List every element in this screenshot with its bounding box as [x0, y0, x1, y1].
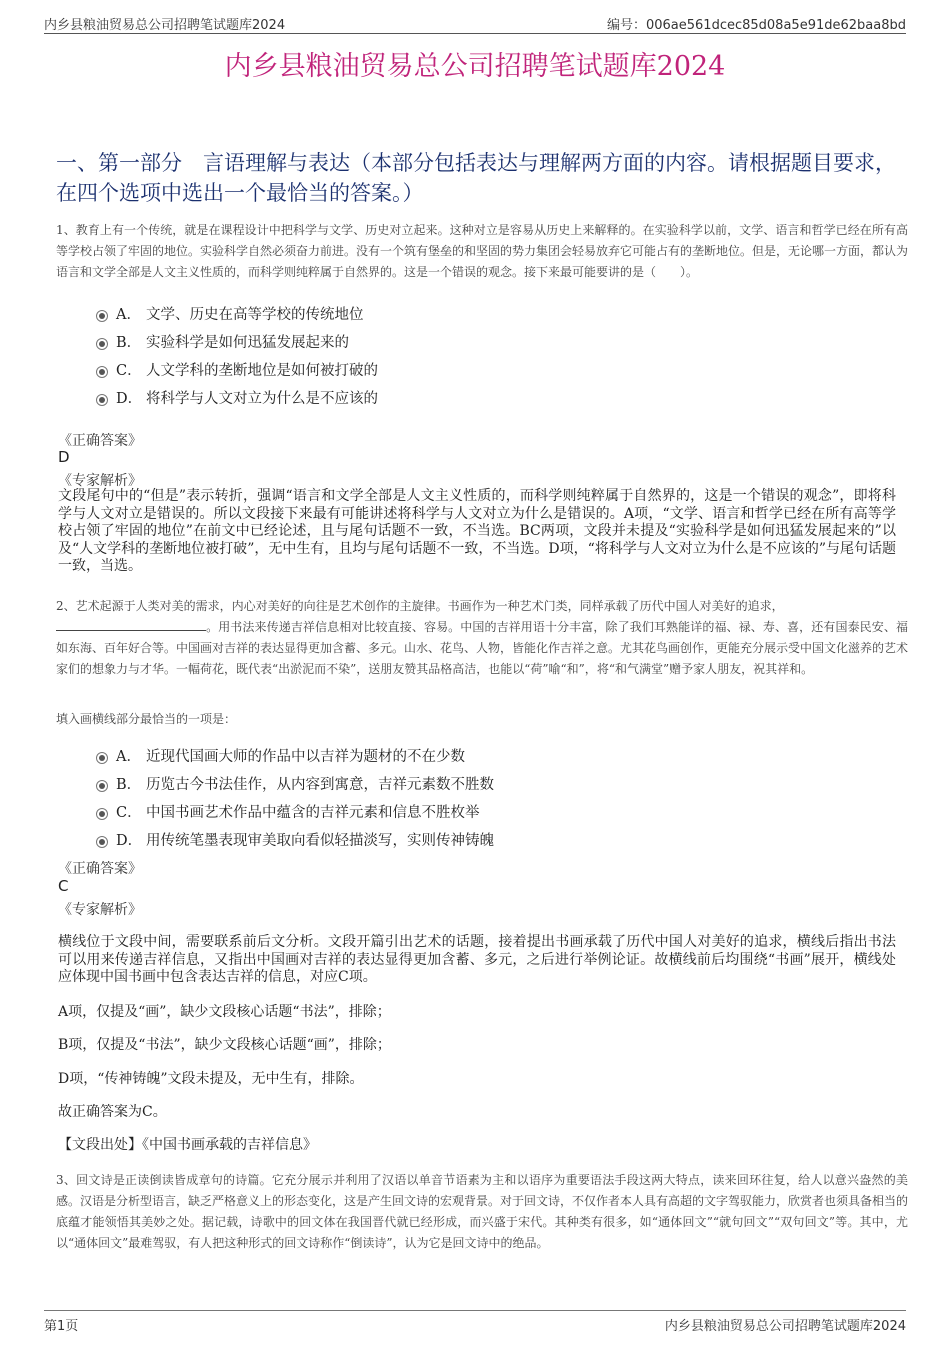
question-2-text: 2、艺术起源于人类对美的需求，内心对美好的向往是艺术创作的主旋律。书画作为一种艺术门类，同样承载了历代中国人对美好的追求， 。用书法来传递吉祥信息相对比较直接、容易。中国的吉祥用语十分丰富，除了我们耳熟能详的福、禄、寿、喜，还有国泰民安、福如东海、百年好合等。中国画对吉祥的表达显得更加含蓄、多元。山水、花鸟、人物，皆能化作吉祥之意。尤其花鸟画创作，更能充分展示受中国文化滋养的艺术家们的想象力与才华。一幅荷花，既代表“出淤泥而不染”，送朋友赞其品格高洁，也能以“荷”喻“和”，将“和气满堂”赠予家人朋友，祝其祥和。: [56, 599, 909, 676]
page-title: 内乡县粮油贸易总公司招聘笔试题库2024: [224, 51, 726, 82]
q2-analysis-conclusion: 故正确答案为C。: [58, 1104, 167, 1120]
radio-icon[interactable]: [96, 808, 108, 820]
section-heading: 一、第一部分 言语理解与表达（本部分包括表达与理解两方面的内容。请根据题目要求，在四个选项中选出一个最恰当的答案。）: [56, 151, 896, 205]
q2-analysis-b: B项，仅提及“书法”，缺少文段核心话题“画”，排除；: [58, 1037, 391, 1053]
q2-option-c[interactable]: C． 中国书画艺术作品中蕴含的吉祥元素和信息不胜枚举: [96, 798, 480, 824]
radio-icon[interactable]: [96, 780, 108, 792]
question-2-prompt: 填入画横线部分最恰当的一项是：: [56, 712, 237, 726]
q2-analysis-label: 《专家解析》: [58, 902, 142, 918]
q1-analysis-text: 文段尾句中的“但是”表示转折，强调“语言和文学全部是人文主义性质的，而科学则纯粹属于自然界的，这是一个错误的观念”，即将科学与人文对立是错误的。所以文段接下来最有可能讲述将科学与人文对立为什么是错误的。A项，“文学、语言和哲学已经在所有高等学校占领了牢固的地位”在前文中已经论述，且与尾句话题不一致，不当选。BC两项，文段并未提及“实验科学是如何迅猛发展起来的”以及“人文学科的垄断地位被打破”，无中生有，且均与尾句话题不一致，不当选。D项，“将科学与人文对立为什么是不应该的”与尾句话题一致，当选。: [58, 488, 896, 574]
q1-option-c[interactable]: C． 人文学科的垄断地位是如何被打破的: [96, 356, 378, 382]
radio-icon[interactable]: [96, 366, 108, 378]
q2-analysis-d: D项，“传神铸魄”文段未提及，无中生有，排除。: [58, 1071, 364, 1087]
q1-option-d[interactable]: D． 将科学与人文对立为什么是不应该的: [96, 384, 378, 410]
footer-divider: [44, 1310, 906, 1311]
q2-answer-label: 《正确答案》: [58, 861, 142, 877]
radio-icon[interactable]: [96, 394, 108, 406]
q1-analysis-label: 《专家解析》: [58, 473, 142, 489]
q2-option-b[interactable]: B． 历览古今书法佳作，从内容到寓意，吉祥元素数不胜数: [96, 770, 494, 796]
radio-icon[interactable]: [96, 310, 108, 322]
q2-answer-value: C: [58, 877, 69, 895]
q2-option-a[interactable]: A． 近现代国画大师的作品中以吉祥为题材的不在少数: [96, 742, 465, 768]
header-doc-title: 内乡县粮油贸易总公司招聘笔试题库2024: [44, 18, 286, 33]
header-doc-number: 编号：006ae561dcec85d08a5e91de62baa8bd: [606, 18, 906, 33]
q1-option-b[interactable]: B． 实验科学是如何迅猛发展起来的: [96, 328, 349, 354]
radio-icon[interactable]: [96, 338, 108, 350]
question-3-text: 3、回文诗是正读倒读皆成章句的诗篇。它充分展示并利用了汉语以单音节语素为主和以语序为重要语法手段这两大特点，读来回环往复，给人以意兴盎然的美感。汉语是分析型语言，缺乏严格意义上的形态变化，这是产生回文诗的宏观背景。对于回文诗，不仅作者本人具有高超的文字驾驭能力，欣赏者也须具备相当的底蕴才能领悟其美妙之处。据记载，诗歌中的回文体在我国晋代就已经形成，而兴盛于宋代。其种类有很多，如“通体回文”“就句回文”“双句回文”等。其中，尤以“通体回文”最难驾驭，有人把这种形式的回文诗称作“倒读诗”，认为它是回文诗中的绝品。: [56, 1173, 909, 1250]
footer-page-number: 第1页: [44, 1319, 79, 1334]
header-divider: [44, 33, 906, 34]
footer-doc-title: 内乡县粮油贸易总公司招聘笔试题库2024: [664, 1319, 906, 1334]
q2-analysis-text: 横线位于文段中间，需要联系前后文分析。文段开篇引出艺术的话题，接着提出书画承载了历代中国人对美好的追求，横线后指出书法可以用来传递吉祥信息，又指出中国画对吉祥的表达显得更加含蓄、多元，之后进行举例论证。故横线前后均围绕“书画”展开，横线处应体现中国书画中包含表达吉祥的信息，对应C项。: [58, 934, 896, 985]
q1-option-a[interactable]: A． 文学、历史在高等学校的传统地位: [96, 300, 364, 326]
q2-option-d[interactable]: D． 用传统笔墨表现审美取向看似轻描淡写，实则传神铸魄: [96, 826, 494, 852]
q1-answer-value: D: [58, 448, 70, 466]
radio-icon[interactable]: [96, 836, 108, 848]
q1-answer-label: 《正确答案》: [58, 433, 142, 449]
fill-in-blank: [56, 618, 206, 631]
radio-icon[interactable]: [96, 752, 108, 764]
question-1-text: 1、教育上有一个传统，就是在课程设计中把科学与文学、历史对立起来。这种对立是容易从历史上来解释的。在实验科学以前，文学、语言和哲学已经在所有高等学校占领了牢固的地位。实验科学自然必须奋力前进。没有一个筑有堡垒的和坚固的势力集团会轻易放弃它可能占有的垄断地位。但是，无论哪一方面，都认为语言和文学全部是人文主义性质的，而科学则纯粹属于自然界的。这是一个错误的观念。接下来最可能要讲的是（ ）。: [56, 223, 909, 279]
q2-source: 【文段出处】《中国书画承载的吉祥信息》: [58, 1137, 317, 1153]
q2-analysis-a: A项，仅提及“画”，缺少文段核心话题“书法”，排除；: [58, 1004, 391, 1020]
